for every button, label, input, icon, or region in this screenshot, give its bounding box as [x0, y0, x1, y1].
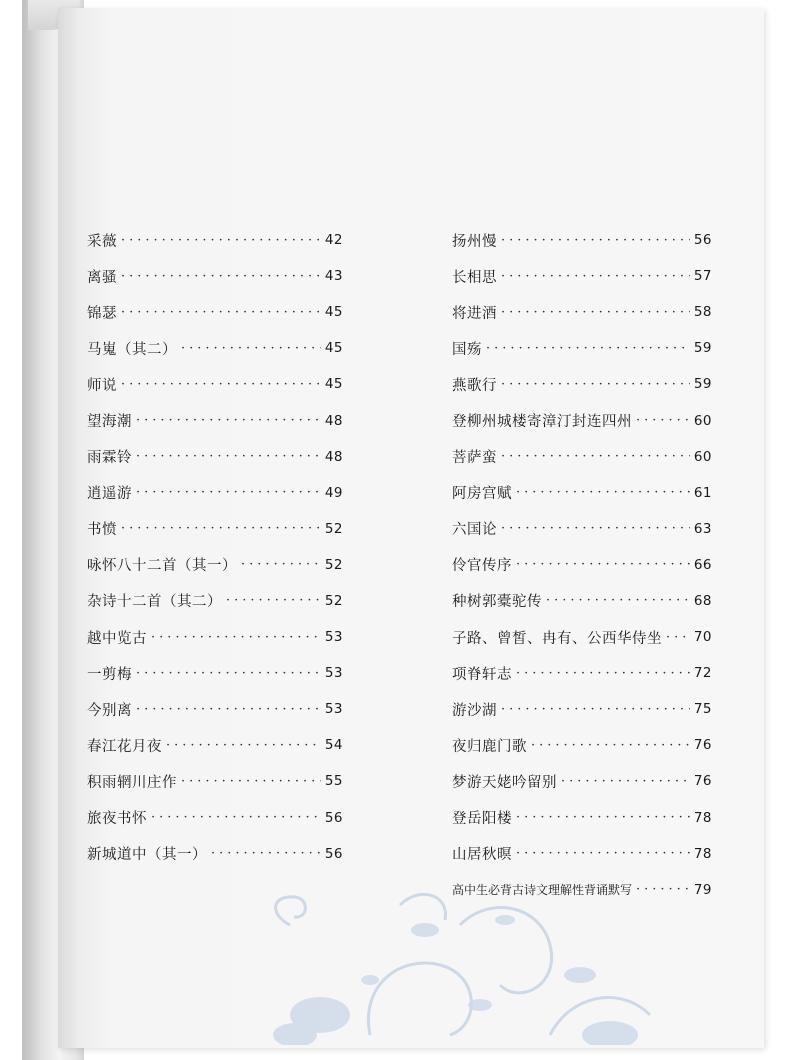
toc-entry-title: 伶官传序 — [452, 558, 512, 575]
toc-entry-title: 阿房宫赋 — [452, 486, 512, 503]
toc-entry — [452, 800, 712, 836]
toc-entry-title: 长相思 — [452, 269, 497, 286]
dot-leader — [546, 593, 690, 608]
toc-entry — [452, 511, 712, 547]
toc-entry-page: 56 — [693, 232, 712, 249]
toc-entry — [87, 547, 343, 583]
toc-entry — [452, 872, 712, 908]
toc-entry-title: 国殇 — [452, 341, 482, 358]
toc-entry-title: 春江花月夜 — [87, 738, 162, 755]
toc-entry-title: 越中览古 — [87, 630, 147, 647]
toc-entry-title: 新城道中（其一） — [87, 847, 207, 864]
toc-entry — [87, 294, 343, 330]
toc-entry-page: 66 — [693, 556, 712, 573]
toc-entry-page: 76 — [693, 737, 712, 754]
toc-entry-title: 山居秋暝 — [452, 847, 512, 864]
dot-leader — [636, 413, 690, 428]
dot-leader — [516, 485, 690, 500]
dot-leader — [121, 521, 321, 536]
toc-entry-page: 52 — [324, 520, 343, 537]
toc-entry-page: 75 — [693, 701, 712, 718]
dot-leader — [136, 449, 321, 464]
toc-entry — [87, 439, 343, 475]
toc-entry-page: 60 — [693, 448, 712, 465]
dot-leader — [561, 774, 690, 789]
toc-entry-title: 逍遥游 — [87, 486, 132, 503]
toc-entry-page: 59 — [693, 376, 712, 393]
toc-entry-title: 一剪梅 — [87, 666, 132, 683]
dot-leader — [121, 233, 321, 248]
dot-leader — [136, 702, 321, 717]
toc-entry-title: 锦瑟 — [87, 305, 117, 322]
toc-entry-title: 菩萨蛮 — [452, 450, 497, 467]
toc-entry-page: 48 — [324, 412, 343, 429]
toc-entry-title: 积雨辋川庄作 — [87, 774, 177, 791]
toc-entry-page: 63 — [693, 520, 712, 537]
toc-entry — [452, 222, 712, 258]
toc-entry — [87, 619, 343, 655]
toc-entry — [452, 763, 712, 799]
dot-leader — [121, 269, 321, 284]
toc-entry-page: 58 — [693, 304, 712, 321]
toc-entry — [87, 222, 343, 258]
dot-leader — [486, 341, 690, 356]
dot-leader — [181, 774, 321, 789]
dot-leader — [501, 449, 690, 464]
toc-right-column — [452, 222, 712, 908]
toc-entry-page: 57 — [693, 268, 712, 285]
dot-leader — [166, 738, 321, 753]
toc-entry-title: 师说 — [87, 377, 117, 394]
toc-entry-page: 61 — [693, 484, 712, 501]
toc-entry-title: 六国论 — [452, 522, 497, 539]
dot-leader — [666, 630, 690, 645]
toc-entry-page: 53 — [324, 665, 343, 682]
dot-leader — [501, 233, 690, 248]
toc-entry-page: 68 — [693, 592, 712, 609]
dot-leader — [136, 485, 321, 500]
toc-entry-page: 78 — [693, 845, 712, 862]
dot-leader — [121, 305, 321, 320]
toc-entry — [452, 402, 712, 438]
toc-entry — [452, 547, 712, 583]
dot-leader — [516, 666, 690, 681]
toc-entry-page: 45 — [324, 304, 343, 321]
toc-entry — [452, 836, 712, 872]
dot-leader — [516, 557, 690, 572]
dot-leader — [501, 269, 690, 284]
toc-entry — [452, 475, 712, 511]
floral-ornament-icon — [250, 885, 670, 1045]
toc-entry — [452, 619, 712, 655]
dot-leader — [501, 305, 690, 320]
dot-leader — [151, 810, 321, 825]
toc-entry — [87, 330, 343, 366]
toc-entry — [87, 475, 343, 511]
toc-left-column — [87, 222, 343, 872]
toc-entry-title: 子路、曾皙、冉有、公西华侍坐 — [452, 630, 662, 647]
toc-entry — [87, 727, 343, 763]
toc-entry-page: 52 — [324, 592, 343, 609]
toc-entry-page: 76 — [693, 773, 712, 790]
toc-entry-page: 52 — [324, 556, 343, 573]
dot-leader — [501, 377, 690, 392]
toc-entry-title: 种树郭橐驼传 — [452, 594, 542, 611]
toc-entry-title: 项脊轩志 — [452, 666, 512, 683]
toc-entry — [452, 294, 712, 330]
toc-entry-page: 79 — [693, 881, 712, 898]
toc-entry-page: 56 — [324, 845, 343, 862]
toc-entry-page: 78 — [693, 809, 712, 826]
toc-entry — [452, 366, 712, 402]
dot-leader — [636, 882, 690, 897]
toc-entry-page: 48 — [324, 448, 343, 465]
toc-entry-title: 雨霖铃 — [87, 450, 132, 467]
dot-leader — [136, 666, 321, 681]
toc-entry-page: 45 — [324, 376, 343, 393]
toc-entry-title: 书愤 — [87, 522, 117, 539]
toc-entry-title: 咏怀八十二首（其一） — [87, 558, 237, 575]
toc-entry — [87, 763, 343, 799]
toc-entry — [87, 836, 343, 872]
dot-leader — [516, 846, 690, 861]
toc-entry-title: 将进酒 — [452, 305, 497, 322]
toc-entry-title: 马嵬（其二） — [87, 341, 177, 358]
toc-entry — [452, 727, 712, 763]
toc-entry-title: 梦游天姥吟留别 — [452, 774, 557, 791]
toc-entry-title: 扬州慢 — [452, 233, 497, 250]
toc-entry-title: 登柳州城楼寄漳汀封连四州 — [452, 414, 632, 431]
toc-entry-page: 59 — [693, 340, 712, 357]
dot-leader — [226, 593, 321, 608]
toc-entry-page: 56 — [324, 809, 343, 826]
toc-entry — [87, 800, 343, 836]
dot-leader — [136, 413, 321, 428]
toc-entry-page: 43 — [324, 268, 343, 285]
toc-entry — [87, 511, 343, 547]
dot-leader — [211, 846, 321, 861]
toc-entry-page: 72 — [693, 665, 712, 682]
toc-entry-page: 49 — [324, 484, 343, 501]
toc-entry — [87, 366, 343, 402]
toc-entry-title: 登岳阳楼 — [452, 811, 512, 828]
toc-entry-title: 杂诗十二首（其二） — [87, 594, 222, 611]
toc-entry — [87, 691, 343, 727]
toc-entry-page: 42 — [324, 232, 343, 249]
toc-entry — [452, 691, 712, 727]
toc-entry — [87, 402, 343, 438]
toc-entry-page: 55 — [324, 773, 343, 790]
toc-entry-page: 53 — [324, 701, 343, 718]
dot-leader — [516, 810, 690, 825]
toc-entry-page: 53 — [324, 629, 343, 646]
toc-entry — [87, 655, 343, 691]
dot-leader — [241, 557, 321, 572]
toc-entry — [452, 330, 712, 366]
dot-leader — [151, 630, 321, 645]
toc-entry-title: 望海潮 — [87, 414, 132, 431]
toc-entry-title: 夜归鹿门歌 — [452, 738, 527, 755]
toc-entry-title: 采薇 — [87, 233, 117, 250]
toc-entry-page: 45 — [324, 340, 343, 357]
dot-leader — [121, 377, 321, 392]
toc-entry-title: 燕歌行 — [452, 377, 497, 394]
toc-entry — [452, 583, 712, 619]
toc-entry — [87, 258, 343, 294]
toc-entry-title: 高中生必背古诗文理解性背诵默写 — [452, 883, 633, 898]
toc-entry-title: 离骚 — [87, 269, 117, 286]
toc-entry-title: 旅夜书怀 — [87, 811, 147, 828]
toc-entry-page: 54 — [324, 737, 343, 754]
toc-entry — [452, 258, 712, 294]
dot-leader — [181, 341, 321, 356]
toc-entry — [87, 583, 343, 619]
toc-entry-title: 游沙湖 — [452, 702, 497, 719]
toc-entry-page: 70 — [693, 629, 712, 646]
toc-entry-page: 60 — [693, 412, 712, 429]
toc-entry — [452, 439, 712, 475]
toc-entry — [452, 655, 712, 691]
dot-leader — [531, 738, 690, 753]
toc-entry-title: 今别离 — [87, 702, 132, 719]
dot-leader — [501, 521, 690, 536]
dot-leader — [501, 702, 690, 717]
